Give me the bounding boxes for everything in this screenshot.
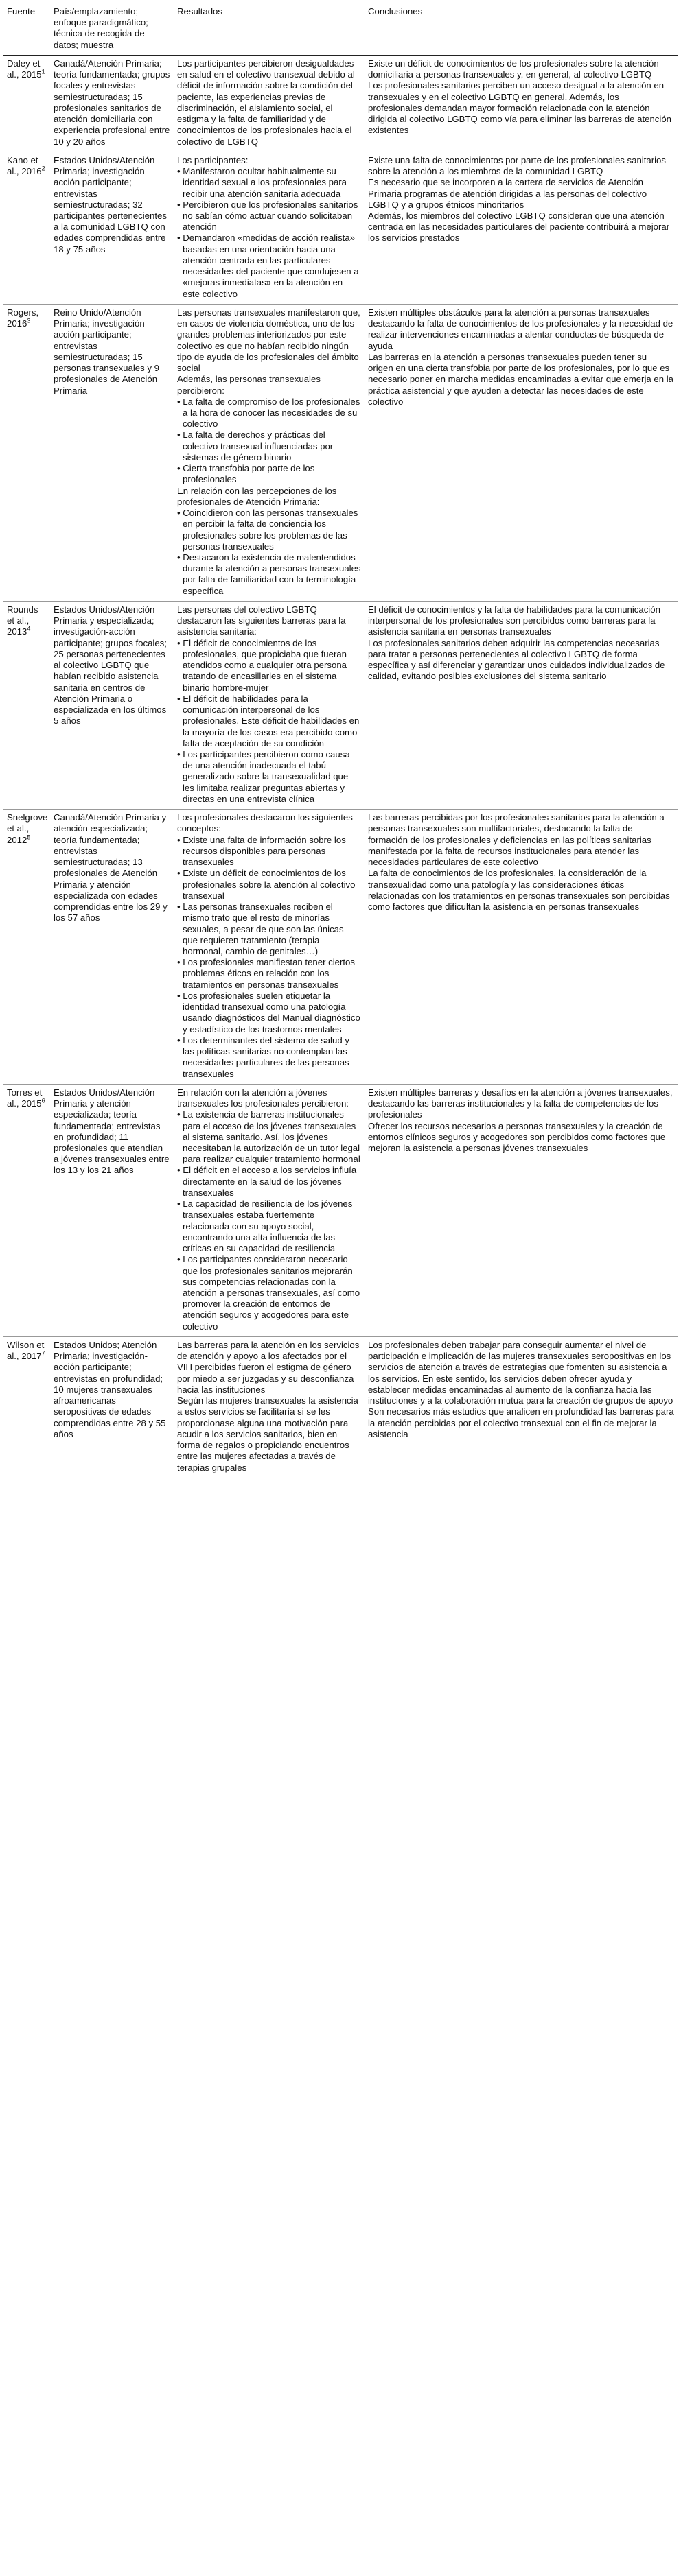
conclusions-cell xyxy=(365,810,678,1085)
table-row xyxy=(3,152,678,304)
table-row xyxy=(3,304,678,601)
source-cell xyxy=(3,1084,50,1336)
results-cell xyxy=(174,152,365,304)
conclusion-paragraph: Son necesarios más estudios que analicen en profundidad las barreras para la atención percibidas por el colectivo transexual con el fin de mejorar la asistencia xyxy=(368,1406,674,1439)
conclusion-paragraph: Los profesionales sanitarios perciben un acceso desigual a la atención en transexuales y en el colectivo LGBTQ en general. Además, los profesionales demandan mayor formación relacionada con la atención dirigida al colectivo LGBTQ como vía para eliminar las barreras de atención existentes xyxy=(368,80,671,136)
results-cell xyxy=(174,304,365,601)
result-bullet: • Demandaron «medidas de acción realista» basadas en una orientación hacia una atención centrada en las particulares necesidades del paciente que condujesen a «mejoras inmediatas» en la atención en este colectivo xyxy=(177,233,359,299)
table-row xyxy=(3,1084,678,1336)
result-paragraph: Además, las personas transexuales percibieron: xyxy=(177,374,321,396)
source-cell xyxy=(3,152,50,304)
results-cell xyxy=(174,55,365,152)
header-results: Resultados xyxy=(174,3,365,56)
result-bullet: • Existe un déficit de conocimientos de los profesionales sobre la atención al colectivo transexual xyxy=(177,868,356,901)
source-cell xyxy=(3,601,50,809)
result-bullet: • Existe una falta de información sobre los recursos disponibles para personas transexuales xyxy=(177,834,346,868)
source-author: Daley et al., 2015 xyxy=(7,58,42,80)
result-bullet: • La existencia de barreras institucionales para el acceso de los jóvenes transexuales al sistema sanitario. Así, los jóvenes necesitaban la autorización de un tutor legal para realizar cualquier tratamiento hormonal xyxy=(177,1109,360,1165)
source-author: Wilson et al., 2017 xyxy=(7,1339,45,1362)
conclusions-cell xyxy=(365,152,678,304)
result-paragraph: Los participantes: xyxy=(177,154,249,165)
result-paragraph: En relación con la atención a jóvenes transexuales los profesionales percibieron: xyxy=(177,1087,349,1109)
reference-number: 5 xyxy=(27,834,31,841)
setting-cell: Reino Unido/Atención Primaria; investigación-acción participante; entrevistas semiestructuradas; 15 personas transexuales y 9 profesionales de Atención Primaria xyxy=(50,304,174,601)
conclusion-paragraph: Ofrecer los recursos necesarios a personas transexuales y la creación de entornos clínicos seguros y acogedores son percibidos como factores que mejoran la asistencia a personas jóvenes transexuales xyxy=(368,1120,666,1153)
conclusions-cell xyxy=(365,1336,678,1478)
reference-number: 7 xyxy=(41,1349,45,1357)
result-paragraph: En relación con las percepciones de los profesionales de Atención Primaria: xyxy=(177,485,337,507)
result-bullet: • Los profesionales suelen etiquetar la identidad transexual como una patología usando diagnósticos del Manual diagnóstico y estadístico de los trastornos mentales xyxy=(177,990,360,1035)
source-cell xyxy=(3,304,50,601)
result-bullet: • Los participantes consideraron necesario que los profesionales sanitarios mejorarán sus competencias relacionadas con la atención a personas transexuales, así como promover la creación de entornos de atención seguros y acogedores para este colectivo xyxy=(177,1254,360,1332)
source-author: Rogers, 2016 xyxy=(7,307,39,329)
conclusion-paragraph: Los profesionales deben trabajar para conseguir aumentar el nivel de participación e implicación de las mujeres transexuales seropositivas en los servicios de atención a través de estrategias que fomenten su asistencia a los servicios. En este sentido, los servicios deben ofrecer ayuda y establecer medidas encaminadas al aumento de la confianza hacia las instituciones y a la colaboración mutua para la creación de grupos de apoyo xyxy=(368,1339,673,1406)
header-setting: País/emplazamiento; enfoque paradigmático; técnica de recogida de datos; muestra xyxy=(50,3,174,56)
setting-cell: Estados Unidos/Atención Primaria; investigación-acción participante; entrevistas semiestructuradas; 32 participantes pertenecientes a la comunidad LGBTQ con edades comprendidas entre 18 y 75 años xyxy=(50,152,174,304)
conclusions-cell xyxy=(365,601,678,809)
result-bullet: • Los determinantes del sistema de salud y las políticas sanitarias no contemplan las necesidades particulares de las personas transexuales xyxy=(177,1035,349,1079)
conclusion-paragraph: El déficit de conocimientos y la falta de habilidades para la comunicación interpersonal de los profesionales son percibidos como barreras para la asistencia sanitaria en personas transexuales xyxy=(368,604,660,637)
header-conclusions: Conclusiones xyxy=(365,3,678,56)
table-row xyxy=(3,1336,678,1478)
setting-cell: Estados Unidos; Atención Primaria; investigación-acción participante; entrevistas en profundidad; 10 mujeres transexuales afroamericanas seropositivas de edades comprendidas entre 28 y 55 años xyxy=(50,1336,174,1478)
source-cell xyxy=(3,810,50,1085)
setting-cell: Estados Unidos/Atención Primaria y especializada; investigación-acción participante; grupos focales; 25 personas pertenecientes al colectivo LGBTQ que habían recibido asistencia sanitaria en centros de Atención Primaria o especializada en los últimos 5 años xyxy=(50,601,174,809)
source-author: Rounds et al., 2013 xyxy=(7,604,38,637)
conclusion-paragraph: Existen múltiples barreras y desafíos en la atención a jóvenes transexuales, destacando las barreras institucionales y la falta de competencias de los profesionales xyxy=(368,1087,673,1120)
result-bullet: • Manifestaron ocultar habitualmente su identidad sexual a los profesionales para recibir una atención sanitaria adecuada xyxy=(177,166,347,199)
result-bullet: • El déficit de conocimientos de los profesionales, que propiciaba que fueran atendidos como a cualquier otra persona tratando de encasillarles en el sistema binario hombre-mujer xyxy=(177,637,347,693)
results-cell xyxy=(174,601,365,809)
result-paragraph: Las personas del colectivo LGBTQ destacaron las siguientes barreras para la asistencia sanitaria: xyxy=(177,604,346,637)
results-cell xyxy=(174,810,365,1085)
result-bullet: • Las personas transexuales reciben el mismo trato que el resto de minorías sexuales, a pesar de que son las únicas que requieren tratamiento (terapia hormonal, cambio de genitales…) xyxy=(177,901,344,956)
setting-cell: Canadá/Atención Primaria y atención especializada; teoría fundamentada; entrevistas semiestructuradas; 13 profesionales de Atención Primaria y atención especializada con edades comprendidas entre los 29 y los 57 años xyxy=(50,810,174,1085)
setting-cell: Canadá/Atención Primaria; teoría fundamentada; grupos focales y entrevistas semiestructuradas; 15 profesionales sanitarios de atención domiciliaria con experiencia profesional entre 10 y 20 años xyxy=(50,55,174,152)
conclusion-paragraph: La falta de conocimientos de los profesionales, la consideración de la transexualidad como una patología y las consideraciones éticas relacionadas con los tratamientos en personas transexuales son percibidas como factores que dificultan la asistencia en personas transexuales xyxy=(368,868,670,912)
reference-number: 4 xyxy=(27,626,31,633)
source-author: Torres et al., 2015 xyxy=(7,1087,43,1109)
result-paragraph: Según las mujeres transexuales la asistencia a estos servicios se facilitaría si se les proporcionase alguna una motivación para acudir a los servicios sanitarios, bien en forma de regalos o propiciando encuentros entre las mujeres afectadas a través de terapias grupales xyxy=(177,1395,358,1473)
conclusion-paragraph: Existe una falta de conocimientos por parte de los profesionales sanitarios sobre la atención a los miembros de la comunidad LGBTQ xyxy=(368,154,666,177)
reference-number: 1 xyxy=(41,68,45,75)
conclusion-paragraph: Existe un déficit de conocimientos de los profesionales sobre la atención domiciliaria a personas transexuales y, en general, al colectivo LGBTQ xyxy=(368,58,659,80)
conclusion-paragraph: Existen múltiples obstáculos para la atención a personas transexuales destacando la falta de conocimientos de los profesionales y la necesidad de realizar intervenciones encaminadas a alentar conductas de búsqueda de ayuda xyxy=(368,307,673,351)
result-bullet: • El déficit en el acceso a los servicios influía directamente en la salud de los jóvenes transexuales xyxy=(177,1165,357,1198)
conclusion-paragraph: Las barreras percibidas por los profesionales sanitarios para la atención a personas transexuales son multifactoriales, destacando la falta de formación de los profesionales y deficiencias en las políticas sanitarias manifestada por la falta de recursos institucionales para atender las necesidades particulares de este colectivo xyxy=(368,812,665,868)
conclusion-paragraph: Las barreras en la atención a personas transexuales pueden tener su origen en una cierta transfobia por parte de los profesionales, por lo que es necesario poner en marcha medidas encaminadas a evitar que emerja en la práctica asistencial y que ayuden a detectar las necesidades de este colectivo xyxy=(368,351,673,407)
table-body xyxy=(3,55,678,1478)
setting-cell: Estados Unidos/Atención Primaria y atención especializada; teoría fundamentada; entrevistas en profundidad; 11 profesionales que atendían a jóvenes transexuales entre los 13 y los 21 años xyxy=(50,1084,174,1336)
table-row xyxy=(3,810,678,1085)
result-bullet: • La falta de compromiso de los profesionales a la hora de conocer las necesidades de su colectivo xyxy=(177,396,360,429)
header-row xyxy=(3,3,678,56)
result-bullet: • Percibieron que los profesionales sanitarios no sabían cómo actuar cuando solicitaban atención xyxy=(177,199,358,233)
results-cell xyxy=(174,1084,365,1336)
reference-number: 6 xyxy=(41,1097,45,1104)
header-source: Fuente xyxy=(3,3,50,56)
reference-number: 2 xyxy=(41,165,45,172)
result-bullet: • Los participantes percibieron como causa de una atención inadecuada el tabú generalizado sobre la transexualidad que les limitaba realizar preguntas abiertas y directas en una entrevista clínica xyxy=(177,749,350,804)
result-paragraph: Las barreras para la atención en los servicios de atención y apoyo a los afectados por el VIH percibidas fueron el estigma de género por miedo a ser juzgadas y su desconfianza hacia las instituciones xyxy=(177,1339,360,1395)
result-bullet: • Cierta transfobia por parte de los profesionales xyxy=(177,463,315,485)
table-row xyxy=(3,601,678,809)
result-bullet: • Los profesionales manifiestan tener ciertos problemas éticos en relación con los tratamientos en personas transexuales xyxy=(177,957,355,990)
studies-table xyxy=(3,3,678,1478)
conclusion-paragraph: Los profesionales sanitarios deben adquirir las competencias necesarias para tratar a personas pertenecientes al colectivo LGBTQ de forma específica y así diferenciar y garantizar unos cuidados individualizados de calidad, evitando posibles exclusiones del sistema sanitario xyxy=(368,637,665,682)
result-paragraph: Los participantes percibieron desigualdades en salud en el colectivo transexual debido al déficit de información sobre la condición del paciente, las experiencias previas de discriminación, el aislamiento social, el estigma y la falta de familiaridad y de conocimientos de los profesionales hacia el colectivo de LGBTQ xyxy=(177,58,355,147)
results-cell xyxy=(174,1336,365,1478)
conclusions-cell xyxy=(365,55,678,152)
result-bullet: • El déficit de habilidades para la comunicación interpersonal de los profesionales. Este déficit de habilidades en la mayoría de los casos era percibido como falta de aceptación de su condición xyxy=(177,693,360,748)
source-cell xyxy=(3,1336,50,1478)
result-bullet: • Coincidieron con las personas transexuales en percibir la falta de conciencia los profesionales sobre los problemas de las personas transexuales xyxy=(177,508,358,552)
result-bullet: • La capacidad de resiliencia de los jóvenes transexuales estaba fuertemente relacionada con su apoyo social, encontrando una alta influencia de las críticas en su capacidad de resiliencia xyxy=(177,1198,353,1254)
result-bullet: • La falta de derechos y prácticas del colectivo transexual influenciadas por sistemas de género binario xyxy=(177,429,334,462)
source-author: Snelgrove et al., 2012 xyxy=(7,812,48,845)
result-bullet: • Destacaron la existencia de malentendidos durante la atención a personas transexuales por falta de familiaridad con la terminología específica xyxy=(177,552,361,596)
source-author: Kano et al., 2016 xyxy=(7,154,42,177)
conclusion-paragraph: Además, los miembros del colectivo LGBTQ consideran que una atención centrada en las necesidades particulares del paciente contribuirá a mejorar los servicios prestados xyxy=(368,210,670,244)
conclusions-cell xyxy=(365,304,678,601)
table-row xyxy=(3,55,678,152)
result-paragraph: Los profesionales destacaron los siguientes conceptos: xyxy=(177,812,353,834)
source-cell xyxy=(3,55,50,152)
result-paragraph: Las personas transexuales manifestaron que, en casos de violencia doméstica, uno de los grandes problemas interiorizados por este colectivo es que no habían recibido ningún tipo de ayuda de los profesionales del ámbito social xyxy=(177,307,360,374)
reference-number: 3 xyxy=(27,317,31,324)
conclusion-paragraph: Es necesario que se incorporen a la cartera de servicios de Atención Primaria programas de atención dirigidas a las personas del colectivo LGBTQ y a grupos étnicos minoritarios xyxy=(368,177,647,210)
conclusions-cell xyxy=(365,1084,678,1336)
